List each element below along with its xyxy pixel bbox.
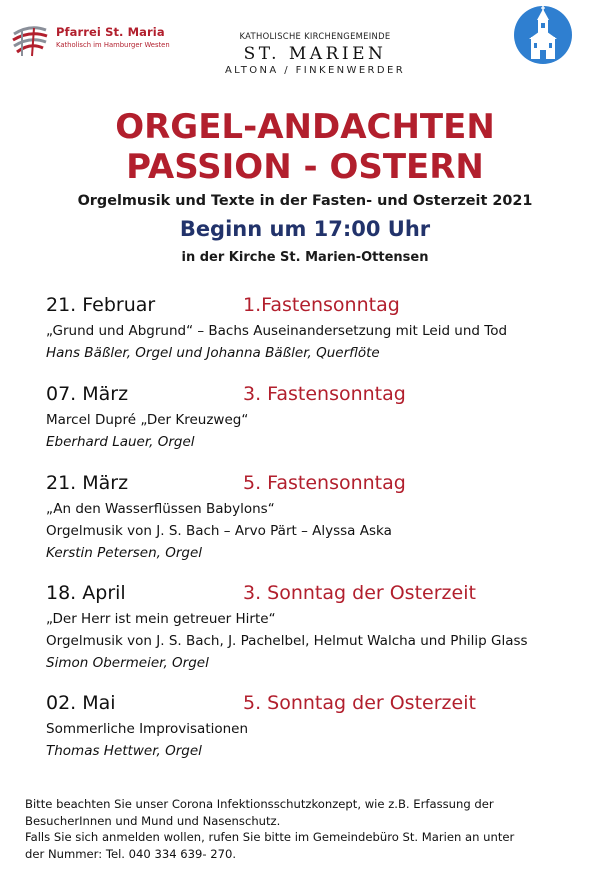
parish-line-2: ST. MARIEN [243, 44, 387, 64]
notice-line: Bitte beachten Sie unser Corona Infektionsschutzkonzept, wie z.B. Erfassung der [25, 797, 494, 811]
parish-header [190, 31, 440, 76]
notice-line: Falls Sie sich anmelden wollen, rufen Sie bitte im Gemeindebüro St. Marien an unter [25, 830, 515, 844]
event-program: „An den Wasserflüssen Babylons“ [46, 501, 275, 517]
parish-line-3: ALTONA / FINKENWERDER [224, 65, 406, 76]
pfarrei-logo-icon [8, 20, 52, 60]
parish-line-1: KATHOLISCHE KIRCHENGEMEINDE [239, 31, 391, 41]
event-date: 21. Februar [46, 294, 156, 316]
location: in der Kirche St. Marien-Ottensen [181, 250, 429, 265]
corona-notice [25, 796, 595, 862]
main-title-line-1: ORGEL-ANDACHTEN [115, 107, 495, 147]
church-icon [513, 5, 573, 65]
pfarrei-logo [8, 20, 178, 60]
event-date: 07. März [46, 383, 129, 405]
logo-subtitle: Katholisch im Hamburger Westen [56, 41, 170, 49]
church-logo [513, 5, 573, 69]
event-program: Sommerliche Improvisationen [46, 721, 249, 737]
event-performers: Eberhard Lauer, Orgel [46, 434, 195, 450]
event-program: „Grund und Abgrund“ – Bachs Auseinandersetzung mit Leid und Tod [46, 323, 508, 339]
event-occasion: 5. Fastensonntag [243, 472, 406, 494]
event-occasion: 3. Fastensonntag [243, 383, 406, 405]
event-program: Orgelmusik von J. S. Bach – Arvo Pärt – Alyssa Aska [46, 523, 392, 539]
event-program: Marcel Dupré „Der Kreuzweg“ [46, 412, 249, 428]
notice-line: BesucherInnen und Mund und Nasenschutz. [25, 813, 281, 828]
event-performers: Kerstin Petersen, Orgel [46, 545, 203, 561]
subtitle: Orgelmusik und Texte in der Fasten- und Osterzeit 2021 [77, 193, 533, 209]
event-performers: Thomas Hettwer, Orgel [46, 743, 202, 759]
event-date: 02. Mai [46, 692, 116, 714]
event-occasion: 5. Sonntag der Osterzeit [243, 692, 476, 714]
event-performers: Hans Bäßler, Orgel und Johanna Bäßler, Querflöte [46, 345, 380, 361]
event-program: „Der Herr ist mein getreuer Hirte“ [46, 611, 276, 627]
logo-name: Pfarrei St. Maria [56, 25, 165, 39]
event-list [46, 294, 606, 781]
event-date: 18. April [46, 582, 126, 604]
main-title-line-2: PASSION - OSTERN [126, 147, 484, 187]
event-item [46, 472, 606, 582]
event-performers: Simon Obermeier, Orgel [46, 655, 209, 671]
event-item [46, 383, 606, 472]
start-time: Beginn um 17:00 Uhr [179, 217, 431, 241]
event-item [46, 294, 606, 383]
event-occasion: 1.Fastensonntag [243, 294, 400, 316]
event-date: 21. März [46, 472, 129, 494]
event-program: Orgelmusik von J. S. Bach, J. Pachelbel, Helmut Walcha und Philip Glass [46, 633, 528, 649]
event-item [46, 582, 606, 692]
notice-line: der Nummer: Tel. 040 334 639- 270. [25, 846, 237, 861]
event-item [46, 692, 606, 781]
event-occasion: 3. Sonntag der Osterzeit [243, 582, 476, 604]
